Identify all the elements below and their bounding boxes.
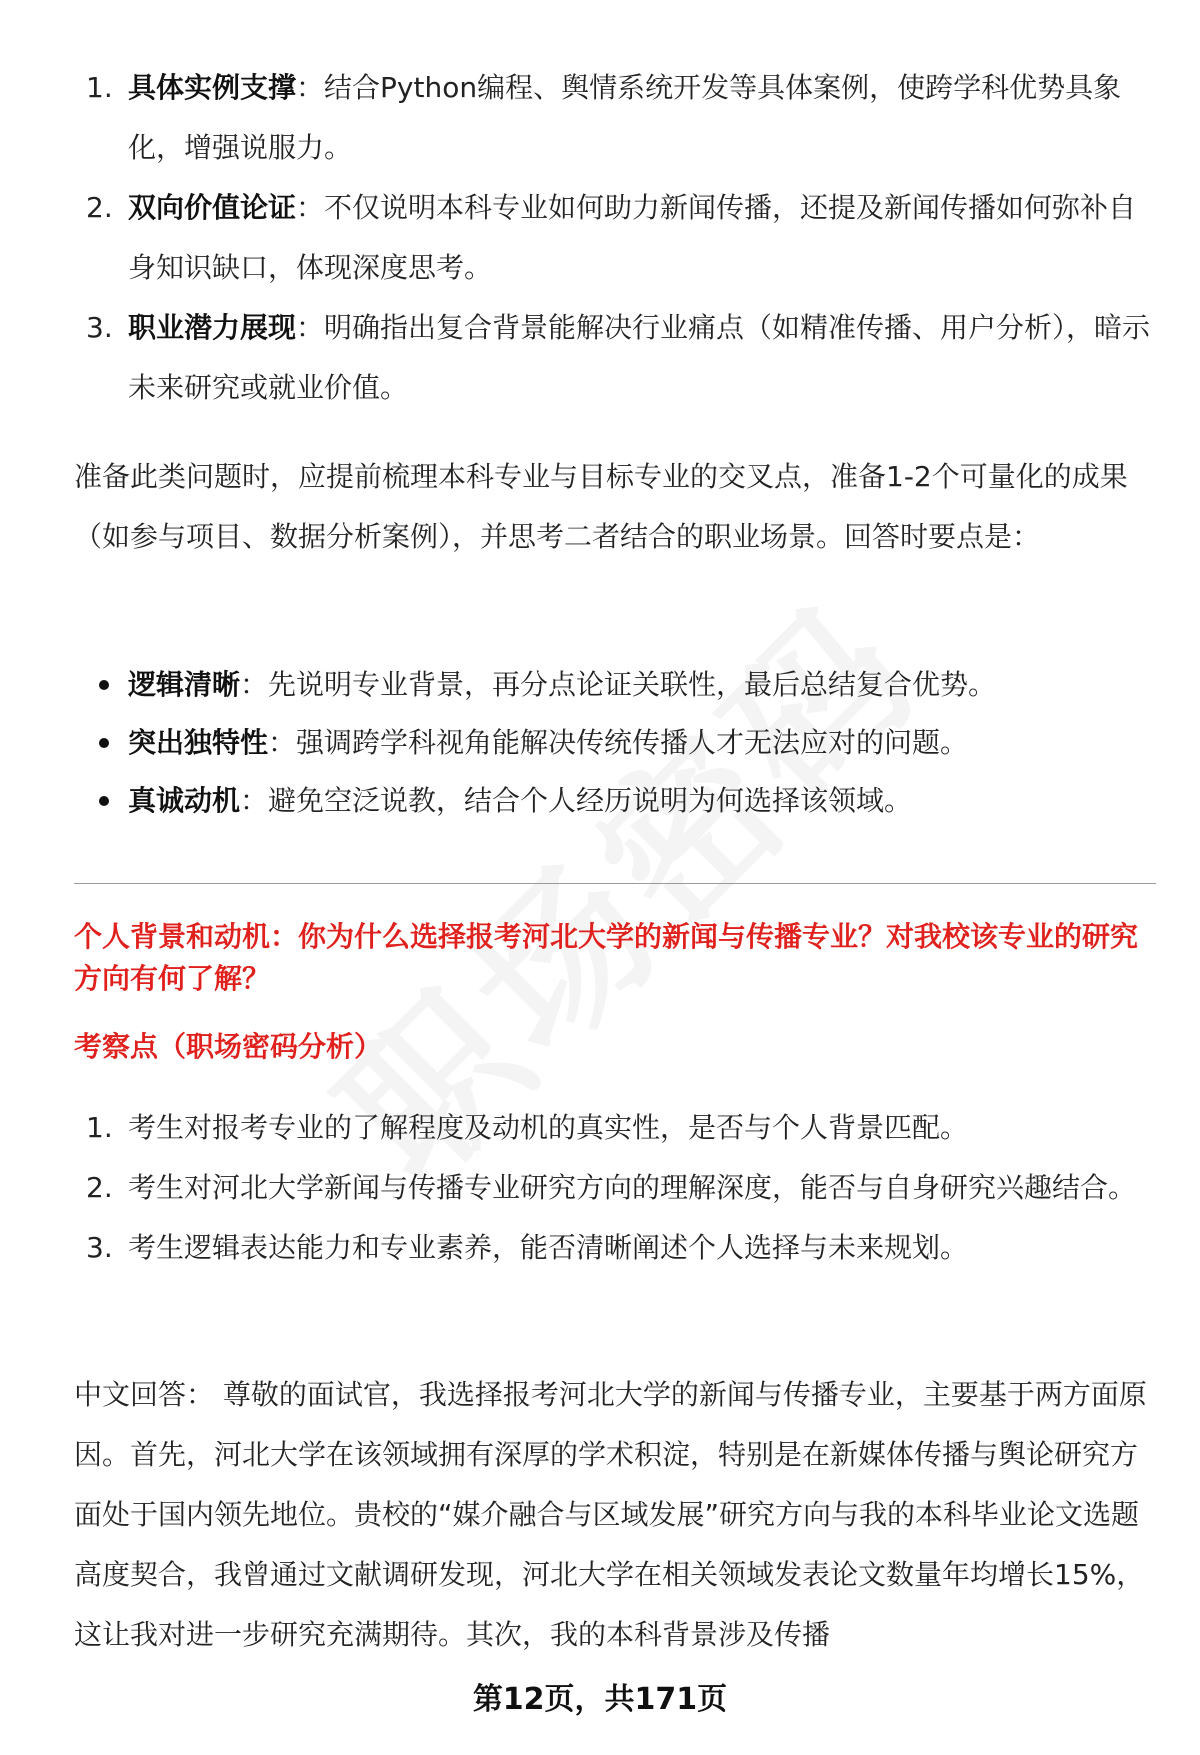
- list-item: [0, 178, 1200, 298]
- interview-question-heading: 个人背景和动机：你为什么选择报考河北大学的新闻与传播专业？对我校该专业的研究方向有何了解？: [74, 920, 1139, 995]
- bullet-item-term: 真诚动机: [128, 784, 241, 817]
- bullet-item: [0, 656, 1200, 714]
- bullet-item-term: 突出独特性: [128, 726, 269, 759]
- bullet-item-body: ：先说明专业背景，再分点论证关联性，最后总结复合优势。: [240, 668, 997, 701]
- section-divider: [74, 883, 1156, 884]
- list-item: [0, 58, 1200, 178]
- list-item-number: 2.: [86, 1171, 113, 1204]
- bullet-item-term: 逻辑清晰: [128, 668, 241, 701]
- bullet-dot-icon: [99, 738, 109, 748]
- bullet-item-body: ：强调跨学科视角能解决传统传播人才无法应对的问题。: [268, 726, 969, 759]
- bullet-item-text: [128, 714, 1200, 772]
- list-item-number: 3.: [86, 1231, 113, 1264]
- list-item-body: ：明确指出复合背景能解决行业痛点（如精准传播、用户分析），暗示未来研究或就业价值。: [128, 311, 1151, 404]
- list-item-term: 职业潜力展现: [128, 311, 297, 344]
- page-number: 第12页，共171页: [472, 1682, 728, 1717]
- list-item-body: ：不仅说明本科专业如何助力新闻传播，还提及新闻传播如何弥补自身知识缺口，体现深度思考。: [128, 191, 1137, 284]
- bullet-item-text: [128, 772, 1200, 830]
- list-item-number: 1.: [86, 1111, 113, 1144]
- bullet-item-text: [128, 656, 1200, 714]
- list-item-number: 1.: [86, 71, 113, 104]
- list-item: [0, 1158, 1200, 1218]
- assessment-points-heading: 考察点（职场密码分析）: [74, 1030, 383, 1063]
- list-item-text: [128, 298, 1158, 418]
- list-item-body: ：结合Python编程、舆情系统开发等具体案例，使跨学科优势具象化，增强说服力。: [128, 71, 1122, 164]
- bullet-dot-icon: [99, 680, 109, 690]
- list-item-term: 具体实例支撑: [128, 71, 297, 104]
- list-item-text: 考生逻辑表达能力和专业素养，能否清晰阐述个人选择与未来规划。: [128, 1231, 969, 1264]
- list-item: [0, 298, 1200, 418]
- list-item-text: [128, 178, 1158, 298]
- chinese-answer-paragraph: 中文回答： 尊敬的面试官，我选择报考河北大学的新闻与传播专业，主要基于两方面原因。首先，河北大学在该领域拥有深厚的学术积淀，特别是在新媒体传播与舆论研究方面处于国内领先地位。贵校的“媒介融合与区域发展”研究方向与我的本科毕业论文选题高度契合，我曾通过文献调研发现，河北大学在相关领域发表论文数量年均增长15%，这让我对进一步研究充满期待。其次，我的本科背景涉及传播: [74, 1378, 1147, 1651]
- list-item-number: 3.: [86, 311, 113, 344]
- list-item-number: 2.: [86, 191, 113, 224]
- preparation-paragraph: 准备此类问题时，应提前梳理本科专业与目标专业的交叉点，准备1-2个可量化的成果（如参与项目、数据分析案例），并思考二者结合的职业场景。回答时要点是：: [74, 460, 1128, 553]
- list-item-term: 双向价值论证: [128, 191, 297, 224]
- summary-numbered-list: [0, 58, 1200, 418]
- bullet-dot-icon: [99, 796, 109, 806]
- list-item: [0, 1218, 1200, 1278]
- key-points-bullet-list: [0, 656, 1200, 830]
- bullet-item: [0, 714, 1200, 772]
- list-item-text: 考生对河北大学新闻与传播专业研究方向的理解深度，能否与自身研究兴趣结合。: [128, 1171, 1137, 1204]
- list-item-text: 考生对报考专业的了解程度及动机的真实性，是否与个人背景匹配。: [128, 1111, 969, 1144]
- assessment-numbered-list: [0, 1098, 1200, 1278]
- bullet-item-body: ：避免空泛说教，结合个人经历说明为何选择该领域。: [240, 784, 913, 817]
- list-item-text: [128, 58, 1158, 178]
- bullet-item: [0, 772, 1200, 830]
- list-item: [0, 1098, 1200, 1158]
